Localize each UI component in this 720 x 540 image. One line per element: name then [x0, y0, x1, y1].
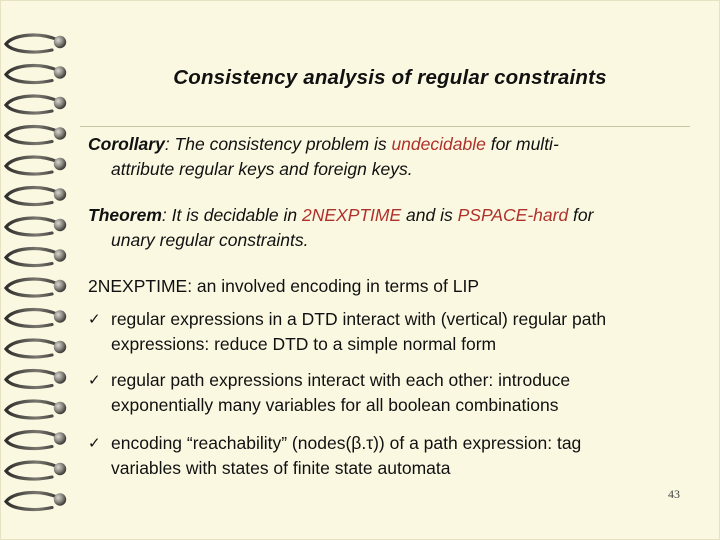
theorem-text-b: and is [401, 205, 458, 225]
binding-ring [6, 157, 66, 174]
binding-ring [6, 96, 66, 113]
theorem-text-a: : It is decidable in [161, 205, 302, 225]
binding-ring [6, 462, 66, 479]
theorem-line2: unary regular constraints. [111, 230, 309, 250]
bullet-line1: regular path expressions interact with each other: introduce [111, 370, 571, 390]
binding-ring [6, 493, 66, 510]
bullet-line2: variables with states of finite state automata [111, 458, 451, 478]
binding-ring [6, 188, 66, 205]
corollary-label: Corollary [88, 134, 165, 154]
binding-ring [6, 66, 66, 83]
corollary-paragraph [88, 132, 693, 182]
theorem-label: Theorem [88, 205, 162, 225]
binding-ring [6, 432, 66, 449]
bullet-line1: regular expressions in a DTD interact with (vertical) regular path [111, 309, 607, 329]
corollary-highlight: undecidable [391, 134, 486, 154]
spiral-binding [0, 0, 80, 540]
binding-ring [6, 35, 66, 52]
corollary-text-a: : The consistency problem is [164, 134, 392, 154]
theorem-paragraph [88, 203, 693, 253]
binding-ring [6, 310, 66, 327]
bullet-item [88, 431, 693, 481]
binding-ring [6, 127, 66, 144]
checkmark-icon: ✓ [88, 434, 101, 452]
bullet-line2: exponentially many variables for all boolean combinations [111, 395, 559, 415]
title-divider [80, 126, 690, 127]
binding-ring [6, 218, 66, 235]
checkmark-icon: ✓ [88, 371, 101, 389]
bullet-item [88, 307, 693, 357]
theorem-highlight-2: PSPACE-hard [457, 205, 569, 225]
checkmark-icon: ✓ [88, 310, 101, 328]
binding-ring [6, 279, 66, 296]
bullet-item [88, 368, 693, 418]
theorem-highlight-1: 2NEXPTIME [301, 205, 402, 225]
bullet-line2: expressions: reduce DTD to a simple normal form [111, 334, 497, 354]
intro-line: 2NEXPTIME: an involved encoding in terms of LIP [88, 276, 480, 296]
theorem-text-c: for [568, 205, 594, 225]
binding-ring [6, 371, 66, 388]
bullet-line1: encoding “reachability” (nodes(β.τ)) of a path expression: tag [111, 433, 582, 453]
corollary-text-b: for multi- [485, 134, 559, 154]
binding-ring [6, 340, 66, 357]
page-number: 43 [668, 487, 680, 501]
binding-ring [6, 249, 66, 266]
binding-ring [6, 401, 66, 418]
slide-title: Consistency analysis of regular constraints [173, 66, 607, 89]
corollary-line2: attribute regular keys and foreign keys. [111, 159, 413, 179]
